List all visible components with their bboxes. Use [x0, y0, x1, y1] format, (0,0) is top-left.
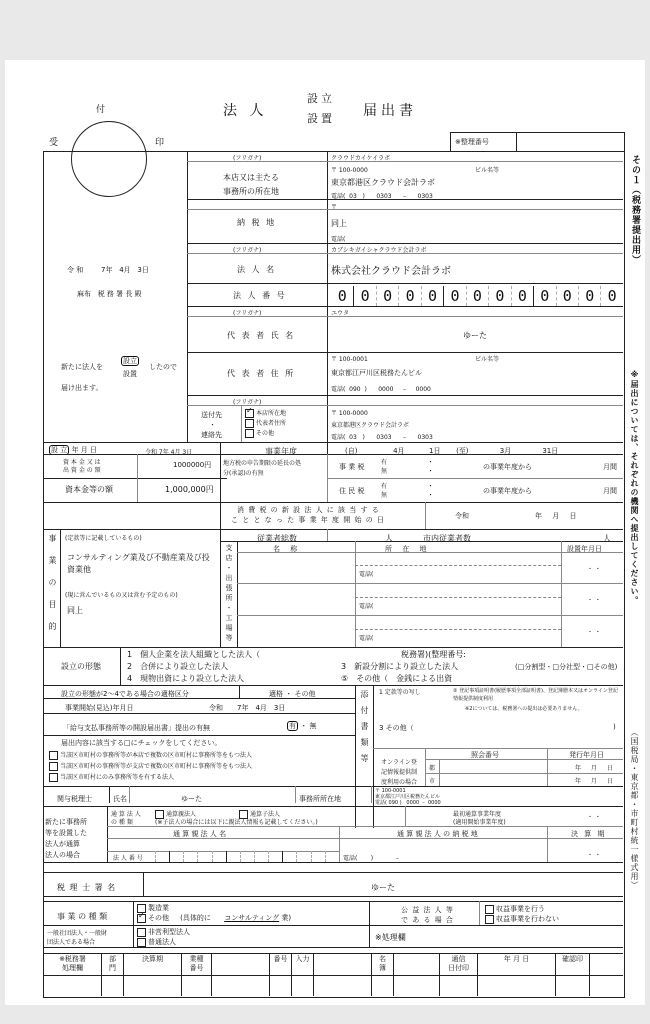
parent-number-cell[interactable] [282, 851, 296, 862]
title-option-2: 設置 [307, 112, 335, 125]
koeki-no-box[interactable] [485, 915, 494, 924]
office-row-label: 番号 [273, 955, 288, 963]
parent-number-cell[interactable] [226, 851, 240, 862]
filer-date: 令 和 7年 4月 3日 [67, 266, 149, 274]
corporate-number-digit: 0 [578, 286, 600, 306]
title-right: 届出書 [363, 103, 417, 119]
office-row-label: 処理欄 [62, 964, 83, 972]
stamp-right-char: 印 [155, 138, 165, 148]
corporate-number-digit: 0 [443, 286, 465, 306]
corporate-number-digit: 0 [376, 286, 398, 306]
corporate-number-digit: 0 [337, 287, 347, 305]
title-option-1: 設立 [307, 92, 335, 105]
parent-number-cell[interactable] [311, 851, 325, 862]
zeirishi-name: ゆーた [371, 883, 395, 892]
fiscal-period: (自) 4月 1日 (至) 3月 31日 [345, 447, 559, 455]
corporate-number-digit: 0 [511, 286, 533, 306]
setsuritsu-date: 令和 7年 4月 3日 [145, 449, 193, 456]
office-row-label: 日付印 [448, 964, 469, 972]
parent-number-boxes [155, 851, 339, 862]
capital-value: 1000000円 [173, 461, 212, 469]
parent-number-cell[interactable] [212, 851, 226, 862]
check-box-3[interactable] [49, 773, 58, 782]
hq-label-2: 事務所の所在地 [223, 187, 279, 196]
parent-number-cell[interactable] [155, 851, 169, 862]
corporate-number-digit: 0 [533, 286, 555, 306]
intro-option-circled: 設立 [123, 357, 137, 365]
tax-office-line: 麻布 税 務 署 長 殿 [77, 290, 142, 298]
office-row-label: 入力 [295, 955, 310, 963]
corporate-number-digit: 0 [398, 286, 420, 306]
ippan-normal-box[interactable] [137, 938, 146, 947]
hq-tel: 電話( 03 ) 0303 – 0303 [331, 193, 433, 200]
office-row-label: 部 [109, 955, 116, 963]
stamp-left-char: 受 [49, 138, 59, 148]
send-option-2: 代表者住所 [245, 418, 286, 428]
name-label: 法 人 名 [237, 265, 277, 274]
kind-other-box[interactable] [137, 914, 146, 923]
corporate-number-digit: 0 [466, 286, 488, 306]
parent-number-cell[interactable] [197, 851, 211, 862]
hq-furigana: クラウドカイケイラボ [331, 155, 391, 162]
intro-line-2: 届け出ます。 [61, 384, 103, 392]
intro-line: 新たに法人を [61, 363, 103, 371]
office-row-label: 確認印 [562, 955, 583, 963]
parent-number-cell[interactable] [183, 851, 197, 862]
corporate-number-digit: 0 [488, 286, 510, 306]
intro-suffix: したので [149, 363, 177, 371]
capital2-value: 1,000,000円 [165, 485, 214, 494]
hq-address: 東京都港区クラウド会計ラボ [331, 178, 435, 187]
name-furigana: カブシキガイシャクラウド会計ラボ [331, 247, 427, 254]
kyuyo-answer: 有 ・ 無 [289, 722, 317, 730]
start-date: 令和 7年 4月 3日 [209, 704, 286, 712]
send-tel: 電話( 03 ) 0303 – 0303 [331, 434, 433, 441]
branch-side-label: 支店・出張所・工場等 [225, 544, 233, 644]
rep-tel: 電話( 090 ) 0000 – 0000 [331, 386, 431, 393]
business-purpose: コンサルティング業及び不動産業及び投資業他 [67, 553, 210, 574]
capital2-label: 資本金等の額 [65, 485, 113, 494]
office-row-label: 年 月 日 [503, 955, 530, 963]
stamp-top-char: 付 [96, 105, 106, 115]
office-row-label: 決算期 [142, 955, 163, 963]
number-label: 法 人 番 号 [233, 291, 287, 300]
attachments-side-label: 添付書類等 [360, 690, 369, 770]
send-checkbox-2[interactable] [245, 419, 254, 428]
business-current: 同上 [67, 606, 83, 615]
send-address: 東京都港区クラウド会計ラボ [331, 422, 410, 429]
ippan-nonprofit-box[interactable] [137, 928, 146, 937]
parent-number-cell[interactable] [325, 851, 339, 862]
parent-number-cell[interactable] [296, 851, 310, 862]
office-row-label: ※税務署 [59, 955, 86, 963]
side-bottom: （国税局・東京都・市町村統一様式用） [630, 728, 639, 890]
rep-name-label: 代 表 者 氏 名 [227, 331, 296, 340]
rep-address-label: 代 表 者 住 所 [227, 369, 296, 378]
side-note: ※届出については、それぞれの機関へ提出してください。 [630, 370, 639, 605]
nozei-label: 納 税 地 [237, 218, 277, 227]
parent-number-cell[interactable] [268, 851, 282, 862]
office-row-divider [43, 975, 623, 976]
form-page: 付 受 印 法 人 設立 設置 届出書 ※整理番号 その１（税務署提出用） ※届出については、それぞれの機関へ提出してください。 （国税局・東京都・市町村統一様式用） 令 和 7年 4月 3日 麻布 税 務 署 長 殿 新たに法人を 設立 設置 したので 届け出ます。 (フリガナ) 本店又は主たる 事務所の所在地 クラウドカイケイラボ 〒 100-0000 ビル名等 東京都港区クラウド会計ラボ 電話( 03 ) 0303 – 0303 納 税 地 〒 同上 電話( (フリガナ) カブシキガイシャクラウド会計ラボ 法 人 名 株式会社クラウド会計ラボ 法 人 番 号 0 0 0 0 0 0 0 0 0 0 0 0 0 (フリガナ) ユウタ 代 表 者 氏 名 ゆーた 代 表 者 住 所 〒 100-0001 ビル名等 東京都江戸川区税務たんビル 電話( 090 ) 0000 – 0000 (フリガナ) 送付先 ・ 連絡先 ✓本店所在地 代表者住所 その他 〒 100-0000 東京都港区クラウド会計ラボ 電話( 03 ) 0303 – 0303 設 立 年 月 日 令和 7年 4月 3日 事業年度 (自) 4月 1日 (至) 3月 31日 資 本 金 又 は 出 資 金 の 額 1000000円 地方税の申告期限の延長の処 分(承認)の有無 事 業 税 有 無 ・ ・ の事業年度から 月間 資本金等の額 1,000,000円 住 民 税 有 無 ・ ・ の事業年度から 月間 消 費 税 の 新 設 法 人 に 該 当 す る こ と と な っ た 事 業 年 度 開 始 の 日 令和 年 月 日 事業の目的 (定款等に記載しているもの) コンサルティング業及び不動産業及び投資業他 (現に営んでいるもの又は営む予定のもの) 同上 従業者総数 人 市内従業者数 人 支店・出張所・工場等 名 称 所 在 地 設置年月日 電話( ・ ・ 電話( ・ ・ 電話( ・ ・ 設立の形態 1 個人企業を法人組織とした法人（ 税務署)(整理番号: 2 合併により設立した法人 3 新設分割により設立した法人 (□分割型・□分社型・□その他) 4 現物出資により設立した法人 ⑤ その他（ 金銭による出資 設立の形態が2～4である場合の適格区分 適格 ・ その他 事業開始(見込)年月日 令和 7年 4月 3日 「給与支払事務所等の開設届出書」提出の有無 有 ・ 無 添付書類等 1 定款等の写し ② 登記事項証明書(履歴事項全部証明書)、登記簿謄本又はオンライン登記情報提供制度利用 ※2については、税務署への提出は必要ありません。 3 その他（ ) オンライン登 記情報提供制 度利用の場合 照会番号 発行年月日 都 年 月 日 市 年 月 日 届出内容に該当する□にチェックをしてください。 当該区市町村の事務所等が本店で複数の区市町村に事務所等をもつ法人 当該区市町村の事務所等が支店で複数の区市町村に事務所等をもつ法人 当該区市町村にのみ事務所等を有する法人 関与税理士 氏名 ゆーた 事務所所在地 〒 100-0001 東京都江戸川区税務たんビル 電話( 090 ) 0000 – 0000 新たに事務所 等を設置した 法人が通算 法人の場合 通 算 法 人 の 種 類 通算親法人 通算子法人 (※子法人の場合には以下に親法人情報も記載してください。) 最初通算事業年度 (適用開始事業年度) ・ ・ 通 算 親 法 人 名 通 算 親 法 人 の 納 税 地 決 算 期 法 人 番 号 電話( ) – ・ ・ 税 理 士 署 名 ゆーた 事 業 の 種 類 製造業 ✓その他 (具体的に コンサルティング 業) 公 益 法 人 等 で あ る 場 合 収益事業を行う 収益事業を行わない 一般社団法人・一般財 団法人である場合 非営利型法人 普通法人 ※処理欄 ※税務署 処理欄 部 門 決算期 業種 番号 番号 入力 名 簿 通信 日付印 年 月 日 確認印 [5, 60, 645, 1005]
koeki-yes-box[interactable] [485, 905, 494, 914]
parent-number-cell[interactable] [240, 851, 254, 862]
corporate-number-boxes [331, 286, 623, 306]
tax-accountant-name: ゆーた [181, 795, 202, 803]
intro-option-2: 設置 [123, 370, 137, 378]
office-row-label: 簿 [379, 964, 386, 972]
rep-address: 東京都江戸川区税務たんビル [331, 369, 422, 377]
check-box-2[interactable] [49, 762, 58, 771]
send-checkbox-3[interactable] [245, 429, 254, 438]
check-box-1[interactable] [49, 751, 58, 760]
hq-zip: 〒 100-0000 [331, 167, 368, 174]
title-left: 法 人 [223, 103, 268, 119]
corporate-number-digit: 0 [600, 286, 622, 306]
office-row-label: 番号 [189, 964, 204, 972]
fiscal-label: 事業年度 [265, 447, 297, 456]
setsuritsu-label: 設 立 年 月 日 [51, 446, 97, 454]
parent-number-cell[interactable] [169, 851, 183, 862]
parent-number-cell[interactable] [254, 851, 268, 862]
hq-label-1: 本店又は主たる [223, 173, 279, 182]
office-row-label: 名 [379, 955, 386, 963]
send-checkbox-1[interactable] [245, 409, 254, 418]
business-side-label: 事業の目的 [48, 534, 57, 644]
seiri-label: ※整理番号 [455, 138, 489, 146]
company-name: 株式会社クラウド会計ラボ [331, 266, 451, 277]
side-label-copy1: その１（税務署提出用） [630, 155, 640, 265]
office-row-label: 業種 [189, 955, 204, 963]
rep-name: ゆーた [463, 331, 487, 340]
corporate-number-digit: 0 [421, 286, 443, 306]
send-option-1: ✓本店所在地 [245, 408, 286, 418]
corporate-number-digit: 0 [556, 286, 578, 306]
nozei-address: 同上 [331, 219, 347, 228]
office-row-label: 通信 [451, 955, 466, 963]
office-row-label: 門 [109, 964, 116, 972]
corporate-number-digit: 0 [353, 286, 375, 306]
send-option-3: その他 [245, 428, 274, 438]
rep-furigana: ユウタ [331, 310, 349, 317]
